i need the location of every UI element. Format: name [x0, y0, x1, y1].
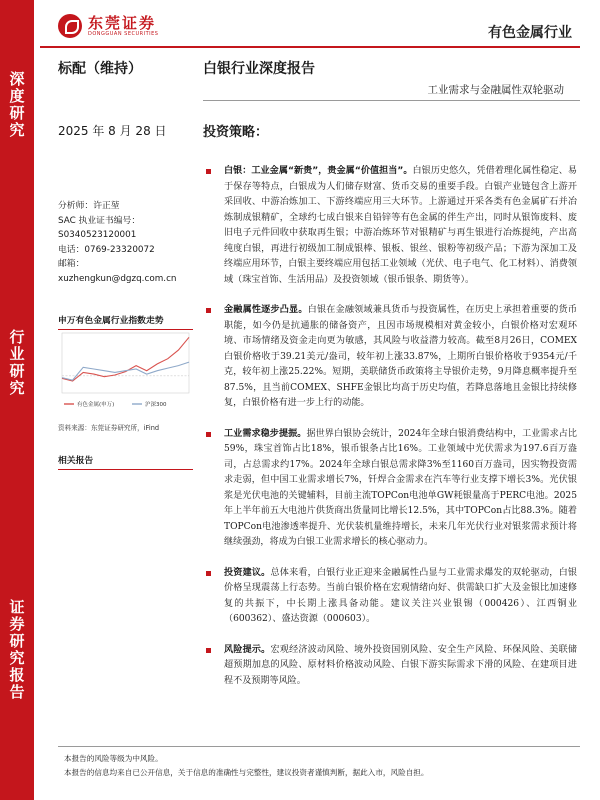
paragraph-silver-overview	[203, 164, 577, 288]
footer-information-notice: 本报告的信息均来自已公开信息，关于信息的准确性与完整性，建议投资者谨慎判断，据此入市，风险自担。	[64, 768, 429, 777]
paragraph-heading: 风险提示。	[224, 644, 271, 655]
footer-risk-level: 本报告的风险等级为中风险。	[64, 754, 163, 763]
footer-disclaimer	[64, 752, 429, 780]
paragraph-body: 宏观经济波动风险、境外投资国别风险、安全生产风险、环保风险、美联储超预期加息的风险、原材料价格波动风险、白银下游实际需求下滑的风险、在建项目进程不及预期等风险。	[224, 644, 577, 686]
bullet-square-icon	[206, 432, 211, 437]
series-line-0	[62, 337, 189, 381]
paragraph-financial-attribute	[203, 303, 577, 412]
section-title: 投资策略：	[203, 125, 269, 140]
paragraph-body: 据世界白银协会统计，2024年全球白银消费结构中，工业需求占比59%，珠宝首饰占比18%，银币银条占比16%。工业领域中光伏需求为197.6百万盎司，占总需求约17%。2024年全球白银总需求降3%至1160百万盎司，因实物投资需求走弱，但中国工业需求增长7%，钎焊合金需求在汽车等行业支撑下增长3%。光伏银浆是光伏电池的关键辅料，目前主流TOPCon电池单GW耗银量高于PERC电池。2025年上半年前五大电池片供货商出货量同比增长12.5%，其中TOPCon占比88.3%。随着TOPCon电池渗透率提升、光伏装机量维持增长，未来几年光伏行业对银浆需求预计将继续强劲，将成为白银工业需求增长的核心驱动力。	[224, 428, 577, 547]
trend-chart-title: 申万有色金属行业指数走势	[58, 313, 193, 330]
bullet-square-icon	[206, 648, 211, 653]
analyst-email-label: 邮箱：	[58, 259, 85, 269]
bullet-square-icon	[206, 169, 211, 174]
bullet-square-icon	[206, 308, 211, 313]
footer-divider	[58, 746, 580, 747]
legend-label-1: 沪深300	[145, 402, 167, 408]
analyst-cert-number: S0340523120001	[58, 230, 137, 240]
investment-strategy-body	[203, 164, 577, 689]
paragraph-heading: 金融属性逐步凸显。	[224, 305, 308, 315]
paragraph-industrial-demand	[203, 427, 577, 551]
sidebar-label-securities-report: 证券研究报告	[7, 599, 26, 701]
company-logo	[58, 14, 158, 38]
paragraph-heading: 工业需求稳步提振。	[224, 428, 307, 439]
report-title: 白银行业深度报告	[203, 61, 315, 77]
analyst-cert-label: SAC 执业证书编号：	[58, 215, 141, 226]
analyst-info	[58, 199, 193, 286]
industry-label: 有色金属行业	[488, 25, 572, 41]
paragraph-risk-warning	[203, 643, 577, 690]
paragraph-body: 白银历史悠久，凭借着理化属性稳定、易于保存等特点，白银成为人们储存财富、货币交易的重要手段。白银产业链包含上游开采回收、中游冶炼加工、下游终端应用三大环节。上游通过开采各类有色金属矿石并冶炼制成银精矿，全球约七成白银来自铅锌等有色金属的伴生产出，同时从银饰废料、废旧电子元件回收中获取再生银；中游冶炼环节对银精矿与再生银进行冶炼提纯，产出高纯度白银，再进行初级加工制成银棒、银板、银丝、银粉等初级产品；下游为深加工及终端应用环节，白银主要终端应用包括工业领域（光伏、电子电气、化工材料）、消费领域（珠宝首饰、生活用品）及投资领域（银币银条、期货等）。	[224, 166, 577, 285]
logo-mark-icon	[58, 14, 82, 38]
analyst-email[interactable]: xuzhengkun@dgzq.com.cn	[58, 273, 177, 284]
chart-plot-frame	[62, 333, 189, 393]
paragraph-body: 白银在金融领域兼具货币与投资属性，在历史上承担着重要的货币职能，如今仍是抗通胀的储备资产，且因市场规模相对黄金较小，白银价格对宏观环境、市场情绪及资金走向更为敏感，其风险与收益潜力较高。截至8月26日，COMEX白银价格收于39.21美元/盎司，较年初上涨33.87%，上期所白银价格收于9354元/千克，较年初上涨25.22%。短期，美联储货币政策将主导银价走势，9月降息概率提升至87.5%，且当前COMEX、SHFE金银比均高于历史均值，若降息落地且金银比持续修复，白银价格有进一步上行的动能。	[224, 305, 577, 408]
analyst-name: 分析师：许正堃	[58, 201, 120, 211]
sidebar-label-deep-research: 深度研究	[7, 71, 26, 139]
legend-label-0: 有色金属(申万)	[77, 402, 115, 408]
left-sidebar	[0, 0, 34, 800]
title-divider	[203, 100, 580, 101]
chart-source: 资料来源：东莞证券研究所，iFind	[58, 424, 160, 432]
bullet-square-icon	[206, 571, 211, 576]
trend-chart	[58, 329, 193, 413]
related-reports-title: 相关报告	[58, 453, 193, 470]
rating: 标配（维持）	[58, 61, 142, 77]
paragraph-investment-advice	[203, 566, 577, 628]
report-date: 2025 年 8 月 28 日	[58, 124, 167, 138]
analyst-phone: 电话：0769-23320072	[58, 244, 155, 255]
sidebar-label-industry-research: 行业研究	[7, 329, 26, 397]
header-divider	[40, 46, 580, 48]
paragraph-heading: 白银：工业金属“新贵”，贵金属“价值担当”。	[224, 166, 413, 176]
logo-chinese-name: 东莞证券	[88, 13, 157, 32]
logo-english-name: DONGGUAN SECURITIES	[88, 30, 159, 37]
series-line-1	[62, 362, 189, 380]
report-subtitle: 工业需求与金融属性双轮驱动	[427, 84, 564, 96]
paragraph-heading: 投资建议。	[224, 567, 271, 578]
paragraph-body: 总体来看，白银行业正迎来金融属性凸显与工业需求爆发的双轮驱动，白银价格呈现震荡上行态势。当前白银价格在宏观情绪向好、供需缺口扩大及金银比加速修复的共振下，中长期上涨具备动能。建议关注兴业银锡（000426）、江西铜业（600362）、盛达资源（000603）。	[224, 567, 577, 624]
